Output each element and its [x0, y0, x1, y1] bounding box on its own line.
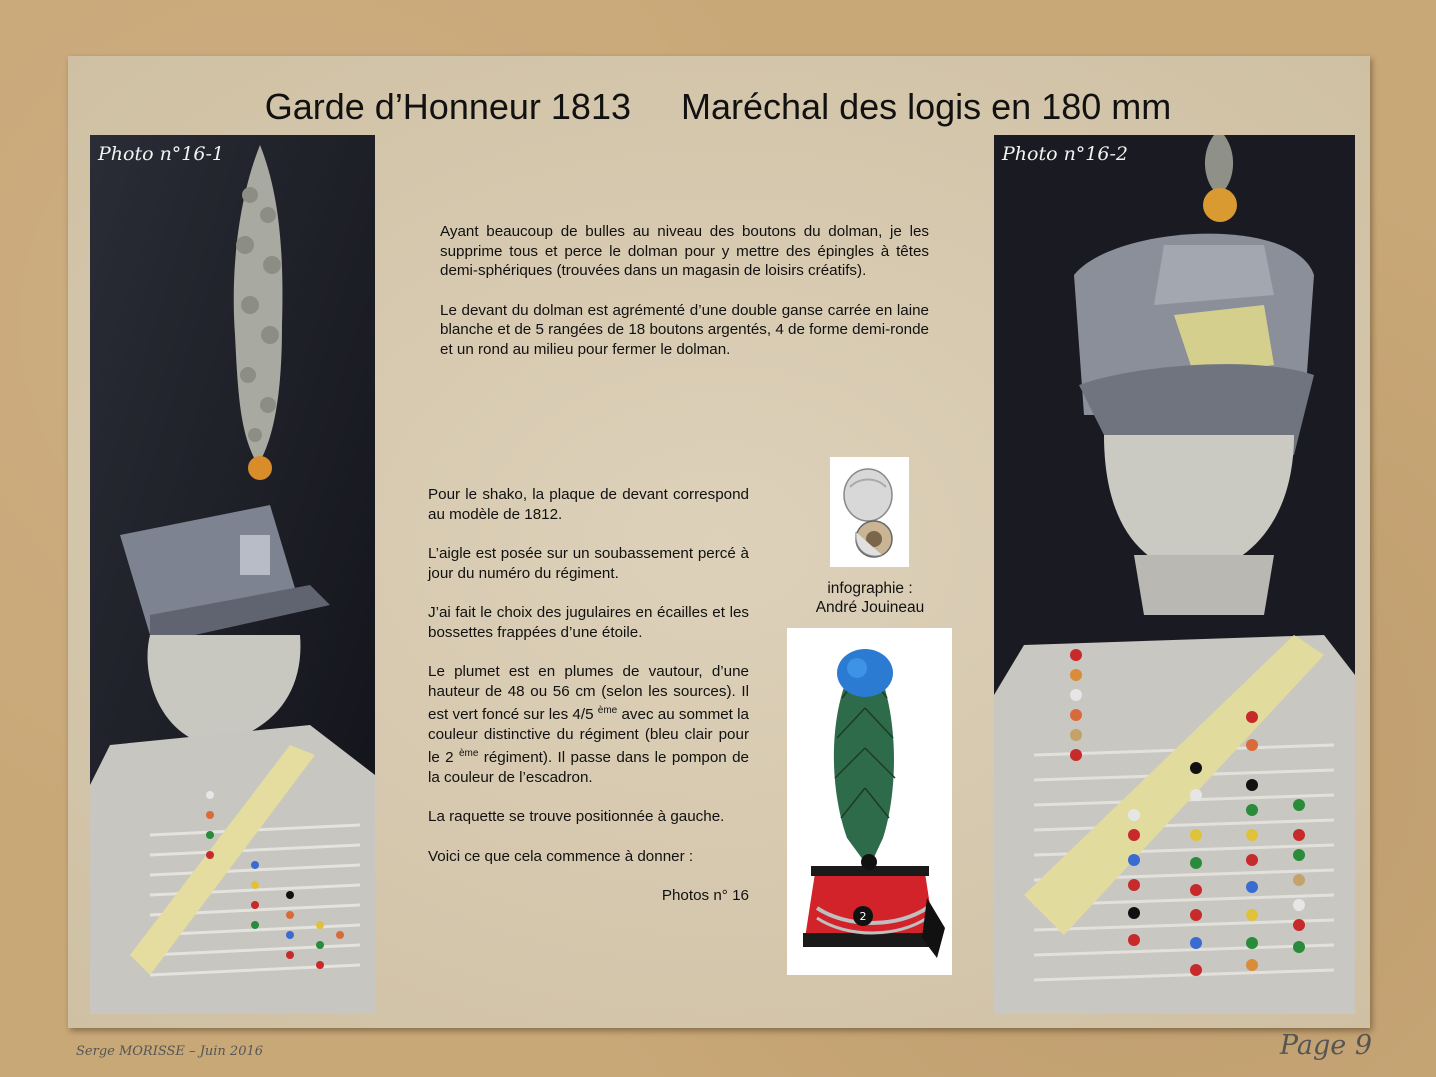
photo-16-2 — [994, 135, 1355, 1014]
photo-16-1 — [90, 135, 375, 1014]
page-number: Page 9 — [1279, 1030, 1372, 1061]
figure-front-illustration — [994, 135, 1355, 1014]
caption-line-2: André Jouineau — [815, 599, 925, 616]
paragraph-bubbles: Ayant beaucoup de bulles au niveau des boutons du dolman, je les supprime tous et perce le dolman pour y mettre des épingles à têtes demi-sphériques (trouvées dans un magasin de loisirs créatifs). — [440, 223, 929, 279]
plume-text-c: régiment). Il passe dans le pompon de la couleur de l’escadron. — [428, 749, 749, 786]
photo-label-left: Photo n°16-1 — [98, 143, 224, 165]
text-top — [440, 222, 929, 379]
plume-text-a: Le plumet est en plumes de vautour, d’une hauteur de 48 ou 56 cm (selon les sources). Il est vert foncé sur les 4/5 — [428, 663, 749, 724]
title-left: Garde d’Honneur 1813 — [264, 86, 631, 127]
paragraph-shako: Pour le shako, la plaque de devant correspond au modèle de 1812. — [428, 486, 749, 523]
title-right: Maréchal des logis en 180 mm — [681, 86, 1172, 127]
shako-infographic — [787, 628, 952, 975]
plume-sup-2: ème — [458, 748, 479, 760]
shako-number: 2 — [859, 910, 867, 923]
paragraph-dolman: Le devant du dolman est agrémenté d’une double ganse carrée en laine blanche et de 5 rangées de 18 boutons argentés, 4 de forme demi-ronde et un rond au milieu pour fermer le dolman. — [440, 301, 929, 358]
caption-line-1: infographie : — [827, 580, 913, 597]
paragraph-intro-photos: Voici ce que cela commence à donner : — [428, 847, 694, 865]
infographic-caption — [790, 579, 950, 617]
text-bottom — [428, 485, 749, 926]
figure-profile-illustration — [90, 135, 375, 1014]
button-infographic — [830, 457, 909, 567]
photo-label-right: Photo n°16-2 — [1002, 143, 1128, 165]
plume-text-b: avec au sommet la couleur distinctive du régiment (bleu clair pour le 2 — [428, 706, 749, 767]
buttons-drawing — [830, 457, 909, 567]
paragraph-raquette: La raquette se trouve positionnée à gauche. — [428, 808, 725, 826]
paragraph-chinscales: J’ai fait le choix des jugulaires en écailles et les bossettes frappées d’une étoile. — [428, 604, 749, 641]
page-title — [0, 86, 1436, 128]
paragraph-eagle: L’aigle est posée sur un soubassement percé à jour du numéro du régiment. — [428, 545, 749, 582]
paragraph-photos-ref: Photos n° 16 — [661, 887, 749, 905]
footer-author: Serge MORISSE – Juin 2016 — [76, 1044, 264, 1059]
paragraph-plume — [428, 662, 749, 787]
shako-plume-drawing — [787, 628, 952, 975]
plume-sup-1: ème — [597, 705, 618, 716]
